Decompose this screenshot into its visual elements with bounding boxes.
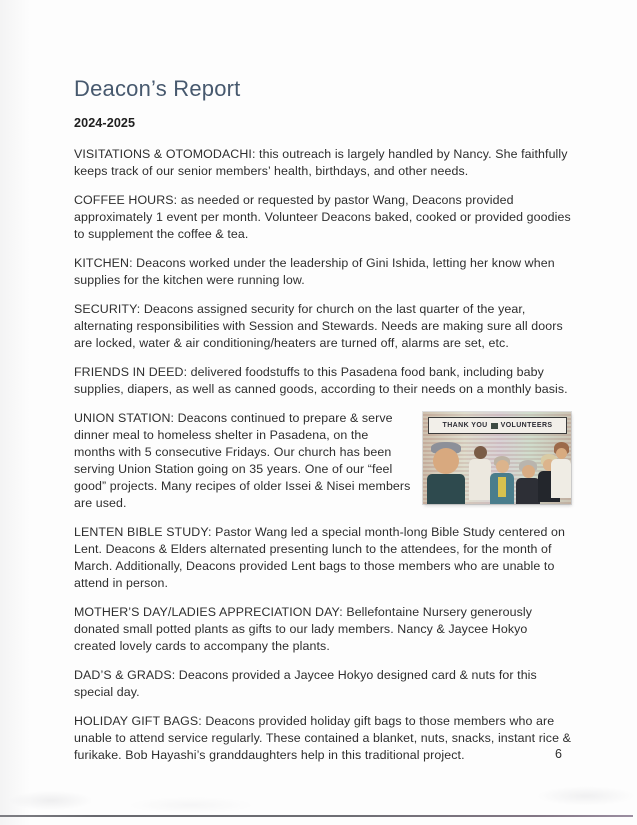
paragraph-union-station: [74, 410, 571, 512]
paragraph-friends-in-deed: [74, 364, 571, 398]
paragraph-body: delivered foodstuffs to this Pasadena food bank, including baby supplies, diapers, as well as canned goods, according to their needs on a monthly basis.: [74, 365, 568, 396]
volunteers-photo: [423, 412, 571, 504]
report-year: 2024-2025: [74, 116, 136, 130]
paragraph-heading: MOTHER’S DAY/LADIES APPRECIATION DAY:: [74, 605, 343, 619]
volunteer-figure: [489, 456, 515, 504]
paragraph-body: Deacons continued to prepare & serve dinner meal to homeless shelter in Pasadena, on the months with 5 consecutive Fridays. Our church has been serving Union Station going on 35 years. One of our “feel good” projects. Many recipes of older Issei & Nisei members are used.: [74, 411, 411, 510]
paragraph-dads-and-grads: [74, 667, 571, 701]
paragraph-body: Bellefontaine Nursery generously donated small potted plants as gifts to our lady members. Nancy & Jaycee Hokyo created lovely cards to accompany the plants.: [74, 605, 533, 653]
volunteer-figure: [425, 442, 467, 504]
paragraph-heading: HOLIDAY GIFT BAGS:: [74, 714, 202, 728]
banner-text-right: VOLUNTEERS: [500, 422, 553, 429]
thank-you-volunteers-banner: [428, 417, 567, 434]
scan-smudge-bottom: [0, 773, 637, 819]
paragraph-body: Deacons assigned security for church on the last quarter of the year, alternating responsibilities with Session and Stewards. Needs are making sure all doors are locked, water & air conditioning/heaters are turned off, alarms are set, etc.: [74, 302, 563, 350]
paragraph-visitations: [74, 146, 571, 180]
page-number: 6: [555, 747, 562, 761]
report-page: [74, 76, 571, 776]
paragraph-kitchen: [74, 255, 571, 289]
paragraph-heading: LENTEN BIBLE STUDY:: [74, 525, 212, 539]
scan-edge-line: [0, 815, 633, 817]
paragraph-body: this outreach is largely handled by Nancy. She faithfully keeps track of our senior members’ health, birthdays, and other needs.: [74, 147, 568, 178]
paragraph-heading: UNION STATION:: [74, 411, 175, 425]
paragraph-security: [74, 301, 571, 352]
paragraph-lenten-bible-study: [74, 524, 571, 592]
volunteer-figure: [551, 442, 571, 498]
paragraph-mothers-day: [74, 604, 571, 655]
paragraph-heading: FRIENDS IN DEED:: [74, 365, 188, 379]
banner-logo-icon: [491, 423, 498, 429]
paragraph-holiday-gift-bags: [74, 713, 571, 764]
paragraph-body: Pastor Wang led a special month-long Bible Study centered on Lent. Deacons & Elders alternated presenting lunch to the attendees, for the month of March. Additionally, Deacons provided Lent bags to those members who are unable to attend in person.: [74, 525, 566, 590]
paragraph-body: Deacons provided a Jaycee Hokyo designed card & nuts for this special day.: [74, 668, 537, 699]
paragraph-body: as needed or requested by pastor Wang, Deacons provided approximately 1 event per month. Volunteer Deacons baked, cooked or provided goodies to supplement the coffee & tea.: [74, 193, 571, 241]
paragraph-body: Deacons worked under the leadership of Gini Ishida, letting her know when supplies for the kitchen were running low.: [74, 256, 555, 287]
paragraph-heading: SECURITY:: [74, 302, 141, 316]
scan-shading-left-edge: [0, 0, 30, 825]
paragraph-heading: KITCHEN:: [74, 256, 133, 270]
paragraph-heading: DAD’S & GRADS:: [74, 668, 176, 682]
paragraph-heading: COFFEE HOURS:: [74, 193, 178, 207]
paragraph-coffee-hours: [74, 192, 571, 243]
paragraph-heading: VISITATIONS & OTOMODACHI:: [74, 147, 256, 161]
paragraph-body: Deacons provided holiday gift bags to those members who are unable to attend service regularly. These contained a blanket, nuts, snacks, instant rice & furikake. Bob Hayashi’s granddaughters help in this traditional project.: [74, 714, 571, 762]
page-title: Deacon’s Report: [74, 76, 241, 101]
banner-text-left: THANK YOU: [442, 422, 488, 429]
